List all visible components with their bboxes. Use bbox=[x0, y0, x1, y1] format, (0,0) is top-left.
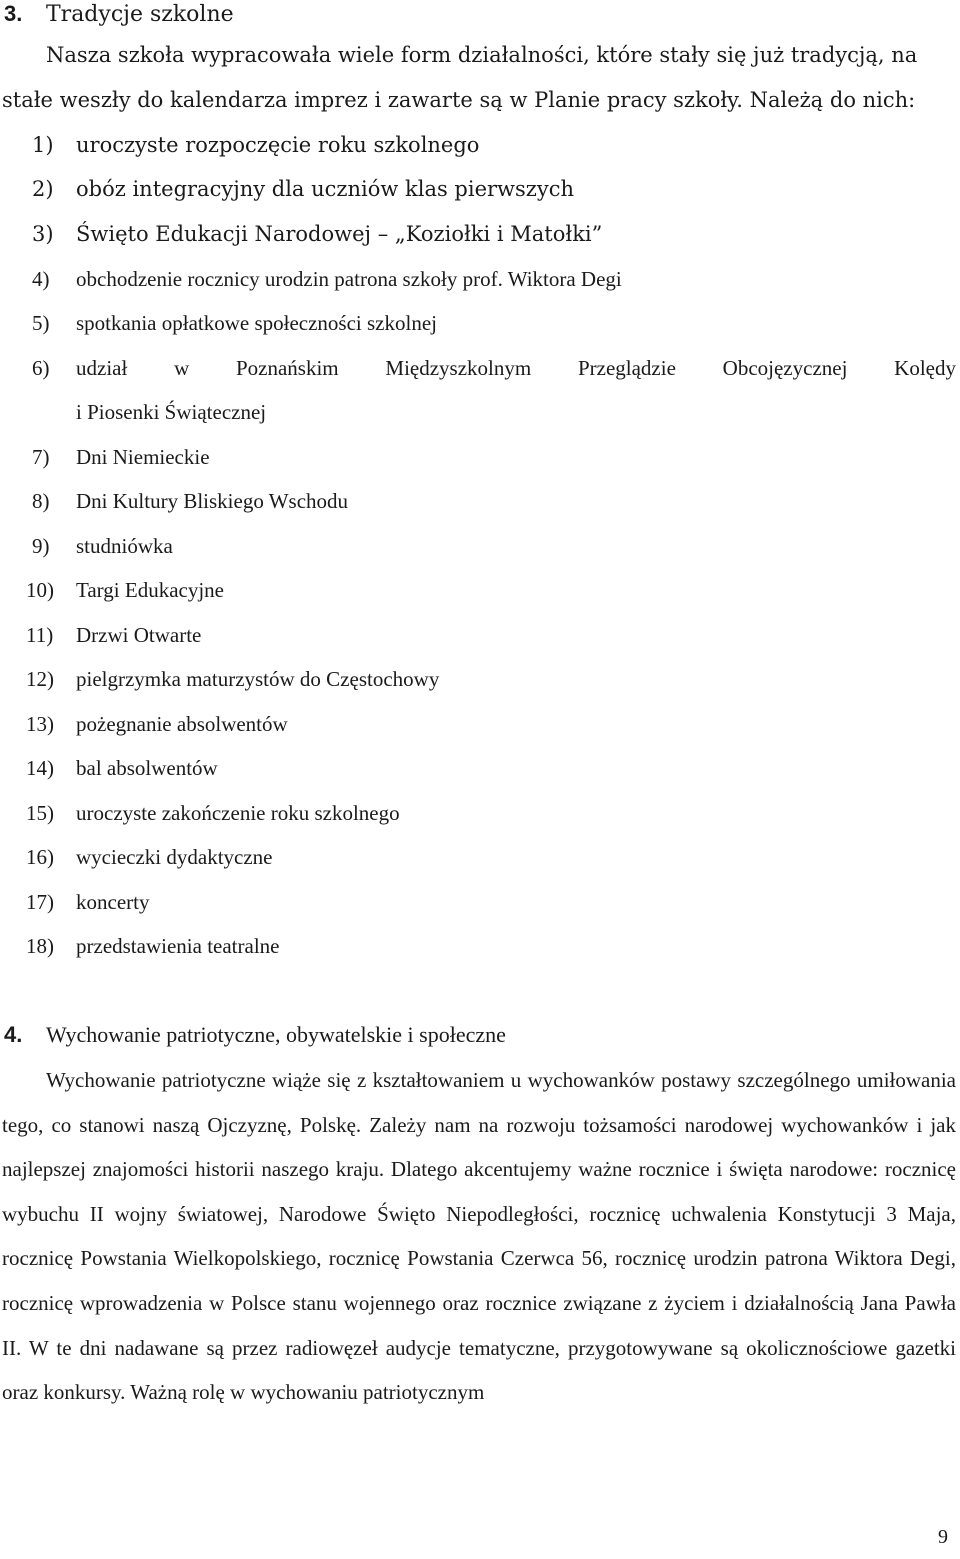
list-item-text: spotkania opłatkowe społeczności szkolnej bbox=[76, 311, 437, 335]
list-item bbox=[26, 754, 218, 782]
section-4-heading bbox=[4, 1021, 506, 1050]
intro-line-1: Nasza szkoła wypracowała wiele form działalności, które stały się już tradycją, na bbox=[46, 43, 918, 67]
list-item bbox=[26, 843, 273, 871]
list-item-text: Dni Niemieckie bbox=[76, 445, 210, 469]
list-item bbox=[26, 576, 225, 604]
section-title: Tradycje szkolne bbox=[46, 2, 234, 27]
list-item-text: Dni Kultury Bliskiego Wschodu bbox=[76, 489, 349, 513]
list-item-number: 8) bbox=[32, 489, 50, 513]
list-item-number: 7) bbox=[32, 445, 50, 469]
list-item-text: Targi Edukacyjne bbox=[76, 578, 225, 602]
list-item bbox=[32, 487, 348, 515]
list-item bbox=[32, 220, 602, 248]
list-item bbox=[32, 532, 173, 560]
list-item-text: pożegnanie absolwentów bbox=[76, 712, 288, 736]
list-item-text: obchodzenie rocznicy urodzin patrona szkoły prof. Wiktora Degi bbox=[76, 267, 622, 291]
list-item bbox=[32, 265, 622, 293]
list-item-text: wycieczki dydaktyczne bbox=[76, 845, 273, 869]
list-item bbox=[26, 888, 150, 916]
patriotic-paragraph bbox=[2, 1058, 956, 1415]
list-item-number: 1) bbox=[32, 133, 54, 157]
list-item-text: bal absolwentów bbox=[76, 756, 218, 780]
list-item-text: udział w Poznańskim Międzyszkolnym Przeglądzie Obcojęzycznej Kolędy bbox=[76, 356, 956, 380]
list-item-text: koncerty bbox=[76, 890, 150, 914]
list-item-number: 16) bbox=[26, 845, 54, 869]
list-item-number: 2) bbox=[32, 177, 54, 201]
list-item bbox=[32, 175, 574, 203]
list-item bbox=[32, 309, 437, 337]
list-item-text: studniówka bbox=[76, 534, 173, 558]
list-item-continuation: i Piosenki Świątecznej bbox=[76, 400, 267, 424]
list-item-number: 10) bbox=[26, 578, 54, 602]
list-item bbox=[26, 710, 288, 738]
section-number: 4. bbox=[4, 1022, 23, 1047]
list-item-number: 4) bbox=[32, 267, 50, 291]
list-item bbox=[32, 443, 210, 471]
list-item bbox=[32, 131, 479, 159]
list-item-number: 12) bbox=[26, 667, 54, 691]
list-item-number: 15) bbox=[26, 801, 54, 825]
list-item bbox=[32, 354, 956, 382]
list-item-number: 9) bbox=[32, 534, 50, 558]
intro-line-2: stałe weszły do kalendarza imprez i zawarte są w Planie pracy szkoły. Należą do nich: bbox=[2, 88, 916, 112]
list-item-number: 11) bbox=[26, 623, 54, 647]
list-item-text: Drzwi Otwarte bbox=[76, 623, 202, 647]
list-item-number: 13) bbox=[26, 712, 54, 736]
list-item bbox=[26, 665, 440, 693]
section-3-heading bbox=[4, 0, 234, 29]
list-item bbox=[26, 932, 280, 960]
list-item bbox=[26, 799, 400, 827]
list-item-number: 18) bbox=[26, 934, 54, 958]
section-number: 3. bbox=[4, 1, 23, 26]
section-title: Wychowanie patriotyczne, obywatelskie i społeczne bbox=[46, 1022, 506, 1047]
paragraph-text: Wychowanie patriotyczne wiąże się z kształtowaniem u wychowanków postawy szczególnego umiłowania tego, co stanowi naszą Ojczyznę, Polskę. Zależy nam na rozwoju tożsamości narodowej wychowanków i jak najlepszej znajomości historii naszego kraju. Dlatego akcentujemy ważne rocznice i święta narodowe: rocznicę wybuchu II wojny światowej, Narodowe Święto Niepodległości, rocznicę uchwalenia Konstytucji 3 Maja, rocznicę Powstania Wielkopolskiego, rocznicę Powstania Czerwca 56, rocznicę urodzin patrona Wiktora Degi, rocznicę wprowadzenia w Polsce stanu wojennego oraz rocznice związane z życiem i działalnością Jana Pawła II. W te dni nadawane są przez radiowęzeł audycje tematyczne, przygotowywane są okolicznościowe gazetki oraz konkursy. Ważną rolę w wychowaniu patriotycznym bbox=[2, 1068, 956, 1405]
list-item bbox=[26, 621, 202, 649]
page-number: 9 bbox=[938, 1526, 948, 1548]
list-item-number: 3) bbox=[32, 222, 54, 246]
list-item-number: 5) bbox=[32, 311, 50, 335]
list-item-text: uroczyste rozpoczęcie roku szkolnego bbox=[76, 133, 480, 157]
list-item-text: przedstawienia teatralne bbox=[76, 934, 280, 958]
list-item-text: pielgrzymka maturzystów do Częstochowy bbox=[76, 667, 440, 691]
list-item-text: obóz integracyjny dla uczniów klas pierwszych bbox=[76, 177, 575, 201]
list-item-number: 17) bbox=[26, 890, 54, 914]
list-item-number: 14) bbox=[26, 756, 54, 780]
list-item-number: 6) bbox=[32, 356, 50, 380]
list-item-text: uroczyste zakończenie roku szkolnego bbox=[76, 801, 400, 825]
list-item-text: Święto Edukacji Narodowej – „Koziołki i Matołki” bbox=[76, 222, 603, 246]
